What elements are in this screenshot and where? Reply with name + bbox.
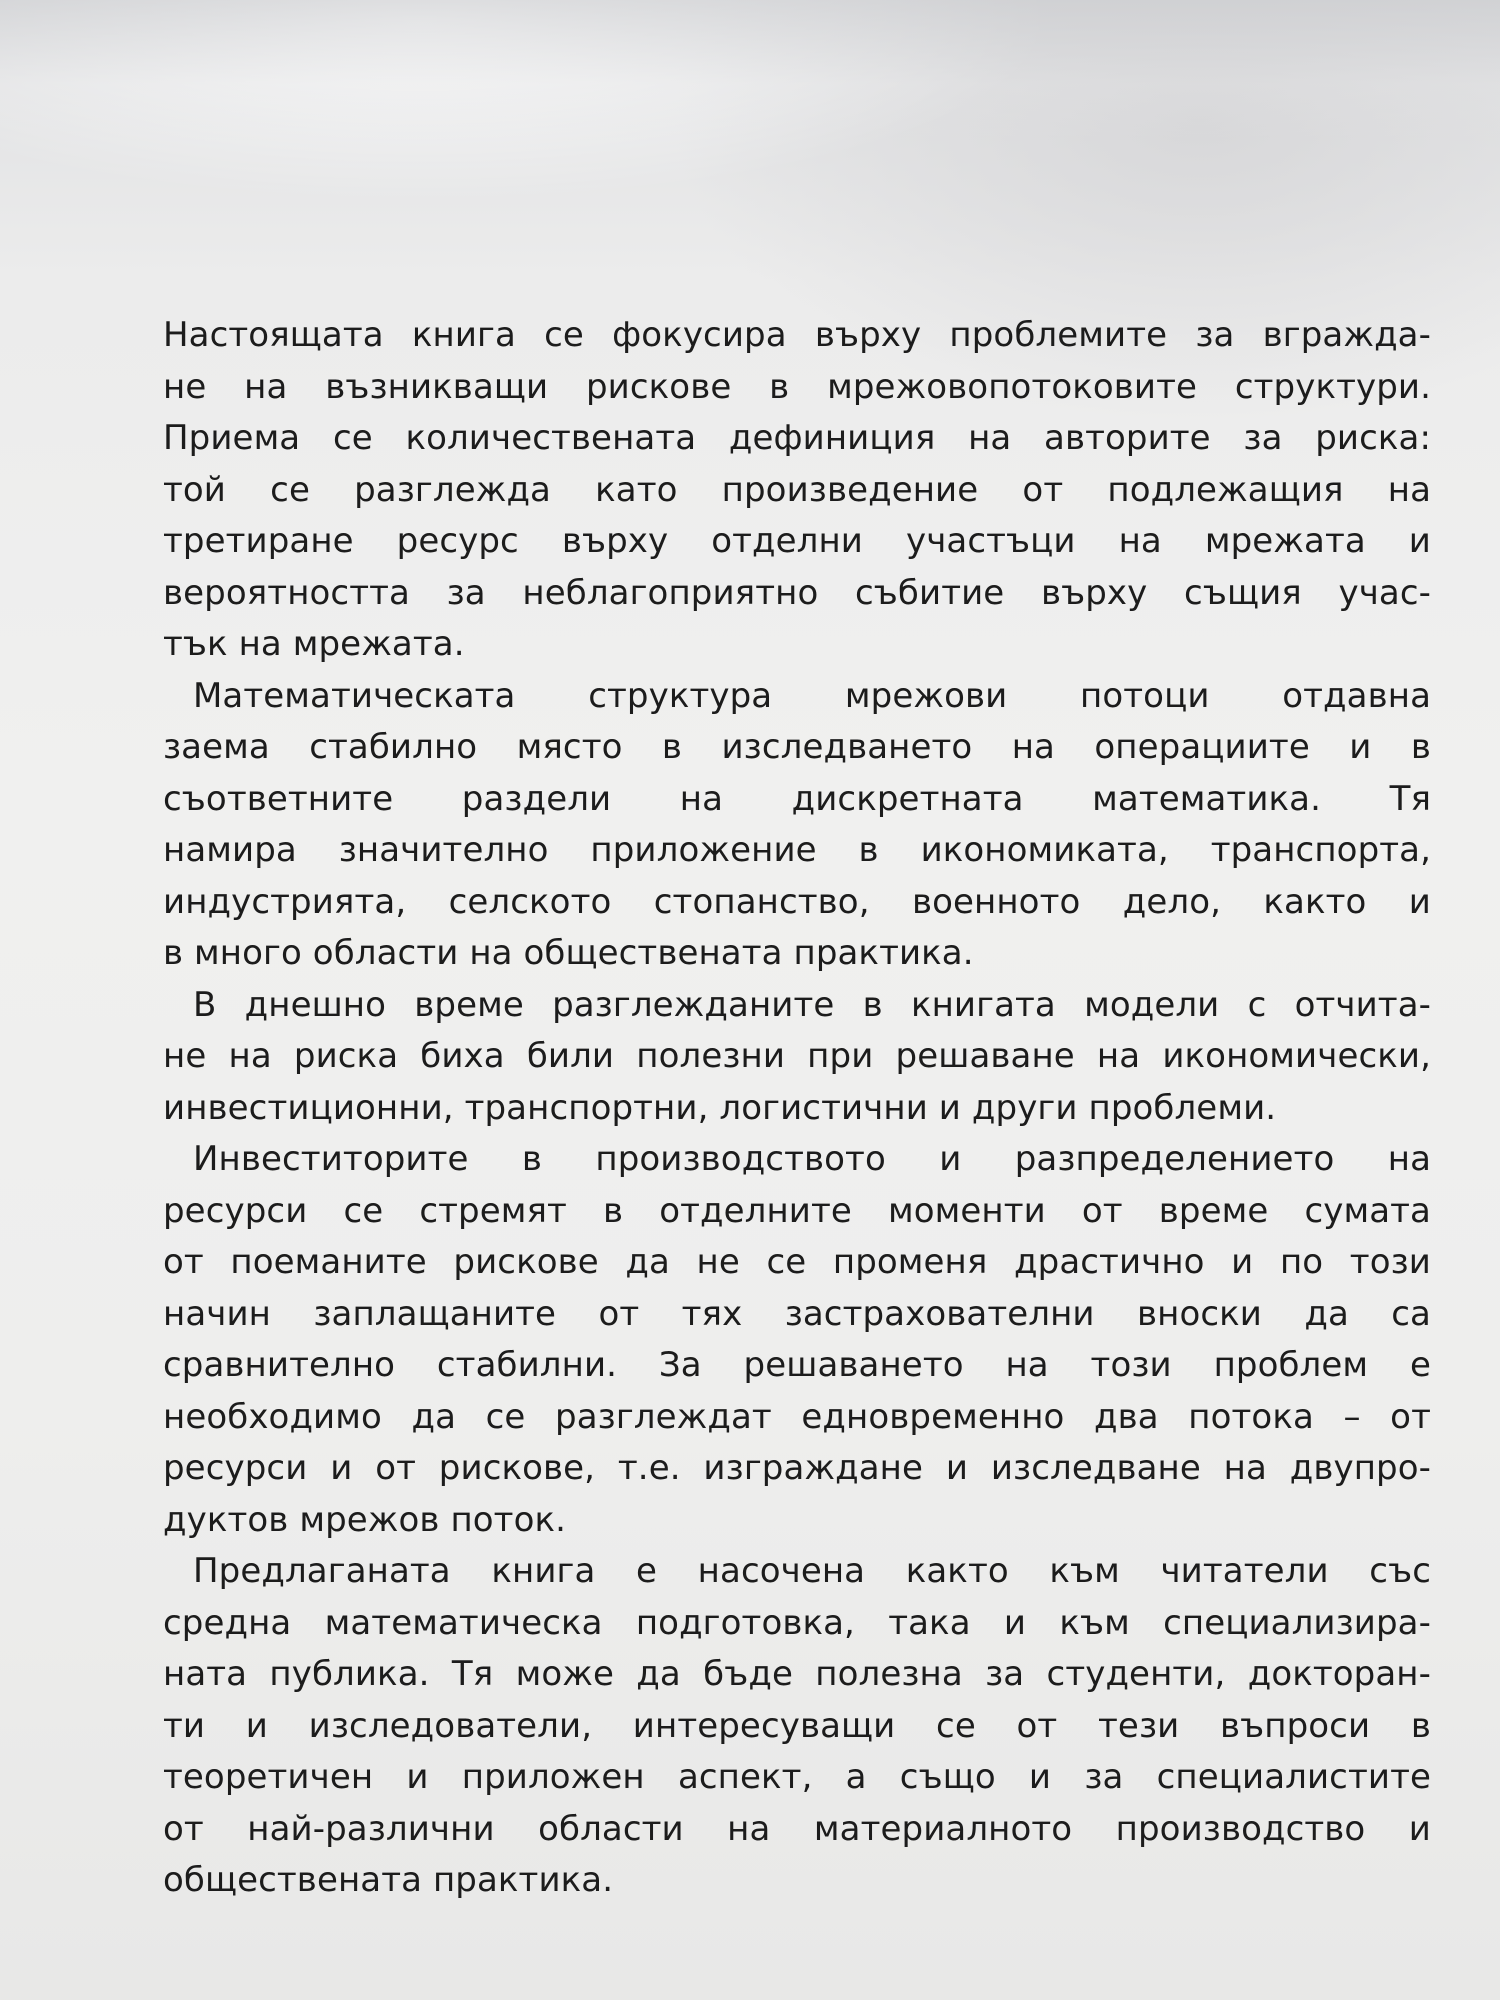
text-line: не на възникващи рискове в мрежовопотоковите структури. [163, 366, 1431, 407]
paragraph-2 [163, 671, 1431, 980]
text-line: ресурси се стремят в отделните моменти от време сумата [163, 1190, 1431, 1231]
text-line: не на риска биха били полезни при решаване на икономически, [163, 1036, 1431, 1076]
text-line: обществената практика. [163, 1860, 614, 1900]
text-line: дуктов мрежов поток. [163, 1499, 567, 1540]
text-line: съответните раздели на дискретната математика. Тя [163, 778, 1431, 819]
text-line: ната публика. Тя може да бъде полезна за студенти, докторан- [163, 1654, 1431, 1694]
paragraph-3 [163, 980, 1431, 1135]
text-line: намира значително приложение в икономиката, транспорта, [163, 830, 1431, 870]
paragraph-5 [163, 1546, 1431, 1907]
text-line: Предлаганата книга е насочена както към читатели със [193, 1551, 1431, 1591]
text-line: в много области на обществената практика. [163, 933, 974, 973]
text-line: необходимо да се разглеждат едновременно два потока – от [163, 1396, 1431, 1437]
text-line: инвестиционни, транспортни, логистични и други проблеми. [163, 1087, 1277, 1128]
photo-glare [0, 0, 1500, 140]
text-line: сравнително стабилни. За решаването на този проблем е [163, 1345, 1431, 1385]
text-line: Приема се количествената дефиниция на авторите за риска: [163, 418, 1431, 458]
text-line: от най-различни области на материалното производство и [163, 1808, 1431, 1849]
text-line: от поеманите рискове да не се променя драстично и по този [163, 1242, 1431, 1282]
text-line: индустрията, селското стопанство, военното дело, както и [163, 881, 1431, 922]
paragraph-1 [163, 310, 1431, 671]
text-line: третиране ресурс върху отделни участъци на мрежата и [163, 521, 1431, 561]
text-line: заема стабилно място в изследването на операциите и в [163, 727, 1431, 767]
text-line: В днешно време разглежданите в книгата модели с отчита- [193, 984, 1431, 1025]
text-line: начин заплащаните от тях застрахователни вноски да са [163, 1293, 1431, 1334]
text-line: Инвеститорите в производството и разпределението на [193, 1139, 1431, 1179]
text-line: Настоящата книга се фокусира върху проблемите за вгражда- [163, 315, 1431, 355]
text-line: ресурси и от рискове, т.е. изграждане и изследване на двупро- [163, 1448, 1431, 1488]
text-line: тък на мрежата. [163, 624, 465, 664]
text-line: ти и изследователи, интересуващи се от тези въпроси в [163, 1705, 1431, 1746]
book-text [163, 310, 1431, 1907]
paragraph-4 [163, 1134, 1431, 1546]
text-line: средна математическа подготовка, така и към специализира- [163, 1602, 1431, 1643]
text-line: той се разглежда като произведение от подлежащия на [163, 469, 1431, 510]
text-line: вероятността за неблагоприятно събитие върху същия учас- [163, 572, 1431, 613]
text-line: Математическата структура мрежови потоци отдавна [193, 675, 1431, 716]
text-line: теоретичен и приложен аспект, а също и за специалистите [163, 1757, 1431, 1797]
